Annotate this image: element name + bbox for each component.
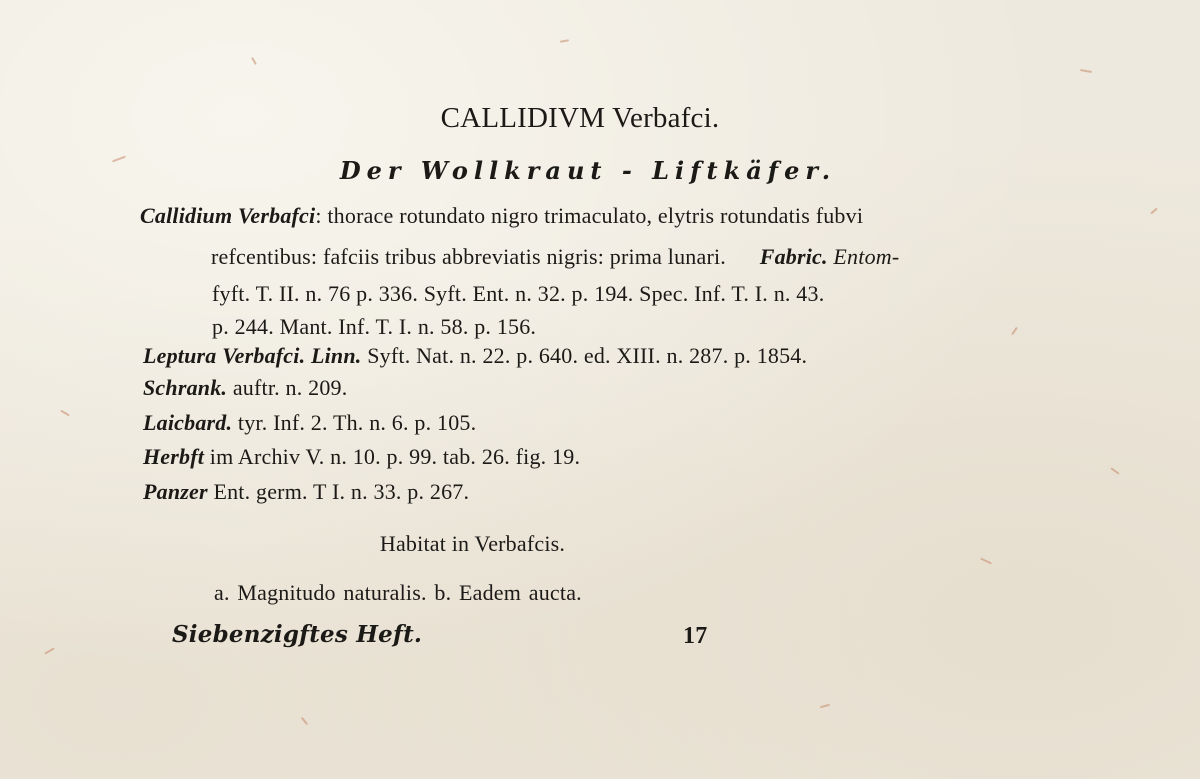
species-name: Callidium Verbafci [140, 203, 316, 228]
description-line-3: fyft. T. II. n. 76 p. 336. Syft. Ent. n. 32. p. 194. Spec. Inf. T. I. n. 43. [212, 281, 825, 306]
reference-extra: Linn. [310, 343, 362, 368]
reference-line [143, 377, 347, 399]
reference-text: auftr. n. 209. [232, 375, 348, 400]
page-subtitle: Der Wollkraut - Liftkäfer. [339, 156, 837, 185]
reference-line [143, 412, 476, 434]
reference-author: Panzer [143, 479, 208, 504]
reference-text: tyr. Inf. 2. Th. n. 6. p. 105. [237, 410, 477, 435]
description-text-2: refcentibus: fafciis tribus abbreviatis nigris: prima lunari. [211, 244, 726, 269]
reference-text: im Archiv V. n. 10. p. 99. tab. 26. fig. 19. [209, 444, 581, 469]
reference-line [143, 345, 807, 367]
description-line-4: p. 244. Mant. Inf. T. I. n. 58. p. 156. [212, 314, 537, 339]
reference-author: Leptura Verbafci. [143, 343, 306, 368]
reference-author: Schrank. [143, 375, 228, 400]
entom-reference: Entom- [833, 244, 900, 269]
figure-legend: a. Magnitudo naturalis. b. Eadem aucta. [214, 580, 582, 605]
description-text-1: : thorace rotundato nigro trimaculato, elytris rotundatis fubvi [315, 203, 864, 228]
reference-line [143, 481, 469, 503]
reference-author: Laicbard. [143, 410, 233, 435]
reference-text: Syft. Nat. n. 22. p. 640. ed. XIII. n. 287. p. 1854. [367, 343, 808, 368]
reference-text: Ent. germ. T I. n. 33. p. 267. [213, 479, 470, 504]
reference-author: Herbft [143, 444, 205, 469]
fabric-reference: Fabric. [759, 244, 828, 269]
description-line-1 [140, 205, 863, 227]
description-line-2 [211, 246, 899, 268]
reference-line [143, 446, 580, 468]
page-number: 17 [683, 623, 708, 649]
habitat-line: Habitat in Verbafcis. [379, 531, 566, 556]
signature-line: Siebenzigftes Heft. [172, 621, 423, 648]
page-title: CALLIDIVM Verbafci. [440, 102, 720, 134]
